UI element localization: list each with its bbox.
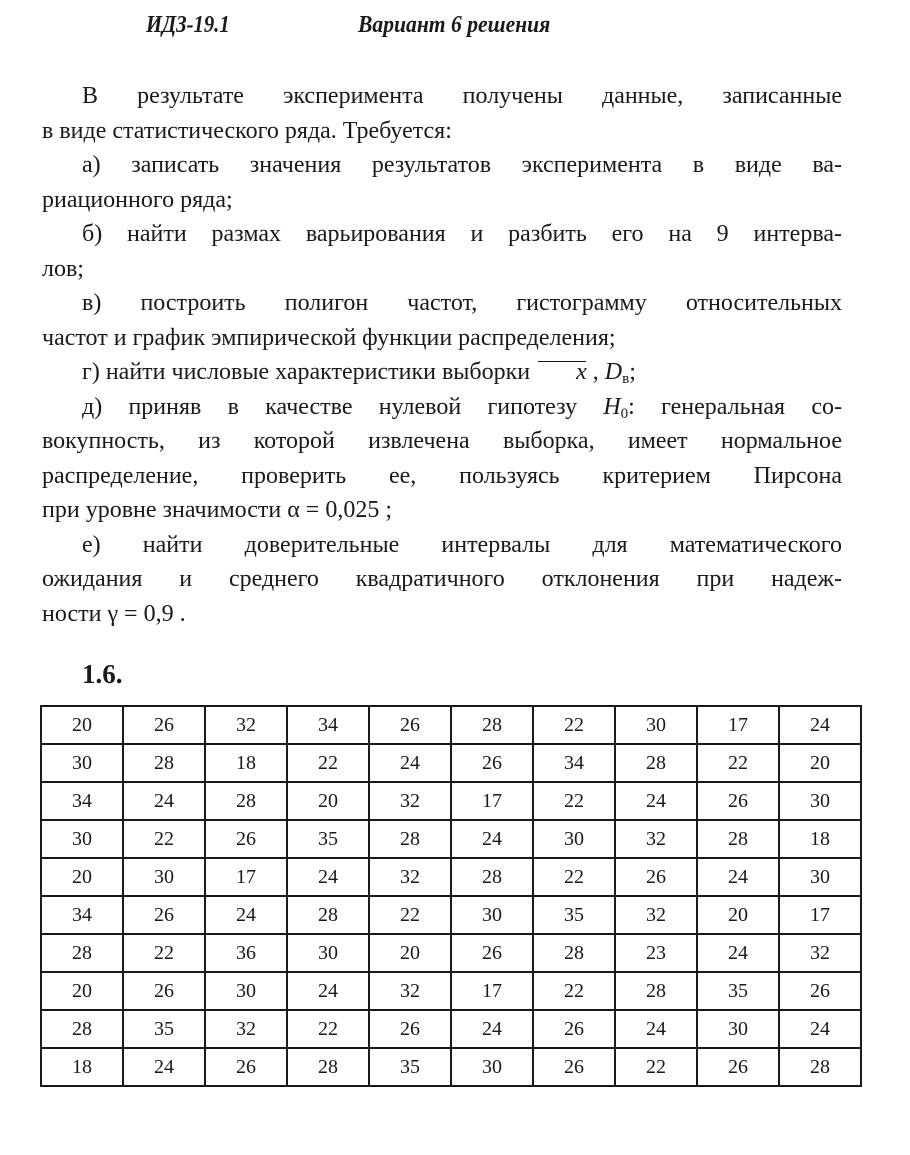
- table-cell: 30: [533, 820, 615, 858]
- intro-line-1: В результате эксперимента получены данные, записанные: [82, 83, 842, 109]
- table-cell: 32: [369, 782, 451, 820]
- table-row: [41, 706, 861, 744]
- task-v: [42, 286, 842, 355]
- table-cell: 26: [779, 972, 861, 1010]
- task-d-line-4-prefix: при уровне значимости: [42, 497, 288, 523]
- table-cell: 34: [287, 706, 369, 744]
- task-g-line: [42, 355, 842, 390]
- table-cell: 32: [779, 934, 861, 972]
- table-cell: 30: [41, 820, 123, 858]
- task-e: [42, 528, 842, 632]
- table-cell: 17: [697, 706, 779, 744]
- table-row: [41, 972, 861, 1010]
- table-cell: 20: [697, 896, 779, 934]
- table-cell: 35: [369, 1048, 451, 1086]
- table-cell: 32: [205, 1010, 287, 1048]
- table-row: [41, 820, 861, 858]
- table-cell: 26: [369, 1010, 451, 1048]
- table-cell: 20: [287, 782, 369, 820]
- table-row: [41, 934, 861, 972]
- table-cell: 26: [205, 820, 287, 858]
- table-row: [41, 896, 861, 934]
- table-cell: 28: [287, 896, 369, 934]
- table-cell: 24: [369, 744, 451, 782]
- table-cell: 18: [205, 744, 287, 782]
- problem-number: 1.6.: [82, 659, 123, 689]
- table-cell: 28: [41, 1010, 123, 1048]
- table-cell: 35: [697, 972, 779, 1010]
- table-cell: 28: [451, 706, 533, 744]
- variant-title: Вариант 6 решения: [358, 12, 551, 38]
- table-cell: 28: [369, 820, 451, 858]
- table-cell: 30: [615, 706, 697, 744]
- table-cell: 28: [615, 972, 697, 1010]
- table-cell: 32: [615, 820, 697, 858]
- table-cell: 24: [779, 706, 861, 744]
- table-cell: 30: [779, 782, 861, 820]
- task-e-line-1: е) найти доверительные интервалы для математического: [82, 531, 842, 558]
- intro-paragraph: [42, 79, 842, 148]
- task-e-line-3: [42, 597, 842, 632]
- table-cell: 26: [123, 896, 205, 934]
- table-cell: 26: [451, 934, 533, 972]
- data-table: [40, 705, 862, 1087]
- table-cell: 22: [123, 820, 205, 858]
- table-cell: 28: [779, 1048, 861, 1086]
- task-d-line-1-prefix: д) приняв в качестве нулевой гипотезу: [82, 393, 604, 420]
- table-cell: 23: [615, 934, 697, 972]
- table-cell: 26: [533, 1010, 615, 1048]
- table-cell: 28: [205, 782, 287, 820]
- table-cell: 28: [41, 934, 123, 972]
- table-cell: 26: [533, 1048, 615, 1086]
- table-cell: 24: [287, 858, 369, 896]
- table-cell: 20: [369, 934, 451, 972]
- table-cell: 24: [451, 1010, 533, 1048]
- table-cell: 24: [697, 858, 779, 896]
- task-d-line-3: распределение, проверить ее, пользуясь критерием Пирсона: [42, 462, 842, 489]
- table-cell: 22: [697, 744, 779, 782]
- table-cell: 32: [369, 858, 451, 896]
- table-cell: 17: [779, 896, 861, 934]
- sample-variance-subscript: в: [622, 371, 630, 387]
- table-cell: 17: [205, 858, 287, 896]
- table-cell: 26: [451, 744, 533, 782]
- table-cell: 35: [533, 896, 615, 934]
- table-cell: 20: [41, 858, 123, 896]
- table-cell: 22: [533, 858, 615, 896]
- table-cell: 24: [615, 1010, 697, 1048]
- table-cell: 18: [779, 820, 861, 858]
- task-d-line-4: [42, 493, 842, 528]
- table-cell: 34: [41, 896, 123, 934]
- table-cell: 35: [123, 1010, 205, 1048]
- table-cell: 24: [287, 972, 369, 1010]
- table-cell: 17: [451, 972, 533, 1010]
- table-cell: 22: [533, 706, 615, 744]
- task-b-line-1: б) найти размах варьирования и разбить его на 9 интерва-: [82, 221, 842, 247]
- gamma-symbol: γ: [107, 600, 119, 627]
- task-g-text: г) найти числовые характеристики выборки: [82, 359, 537, 385]
- table-cell: 28: [123, 744, 205, 782]
- table-cell: 30: [41, 744, 123, 782]
- task-g: [42, 355, 842, 390]
- table-cell: 36: [205, 934, 287, 972]
- table-cell: 22: [287, 744, 369, 782]
- table-row: [41, 1048, 861, 1086]
- table-cell: 34: [41, 782, 123, 820]
- table-cell: 24: [123, 1048, 205, 1086]
- table-cell: 30: [779, 858, 861, 896]
- data-table-body: [41, 706, 861, 1086]
- task-g-suffix: ;: [629, 359, 636, 385]
- table-cell: 32: [615, 896, 697, 934]
- assignment-code: ИДЗ-19.1: [146, 12, 230, 38]
- task-v-line-2: частот и график эмпирической функции распределения;: [42, 324, 616, 351]
- table-cell: 26: [369, 706, 451, 744]
- alpha-value: = 0,025 ;: [299, 497, 392, 523]
- table-cell: 18: [41, 1048, 123, 1086]
- table-row: [41, 1010, 861, 1048]
- table-cell: 28: [533, 934, 615, 972]
- table-cell: 30: [205, 972, 287, 1010]
- null-hypothesis-subscript: 0: [620, 405, 629, 422]
- task-a: [42, 148, 842, 217]
- table-cell: 35: [287, 820, 369, 858]
- table-cell: 28: [287, 1048, 369, 1086]
- table-cell: 34: [533, 744, 615, 782]
- table-cell: 20: [41, 706, 123, 744]
- sample-variance-symbol: D: [604, 359, 623, 385]
- task-v-line-1: в) построить полигон частот, гистограмму относительных: [82, 290, 842, 316]
- table-cell: 26: [123, 972, 205, 1010]
- table-cell: 24: [451, 820, 533, 858]
- table-row: [41, 858, 861, 896]
- task-b: [42, 217, 842, 286]
- table-cell: 26: [615, 858, 697, 896]
- table-cell: 22: [369, 896, 451, 934]
- table-cell: 22: [615, 1048, 697, 1086]
- table-row: [41, 782, 861, 820]
- task-d-line-1: [42, 390, 842, 425]
- task-g-sep: ,: [586, 359, 605, 385]
- table-cell: 30: [287, 934, 369, 972]
- table-cell: 24: [697, 934, 779, 972]
- table-cell: 30: [451, 896, 533, 934]
- page-header: [0, 12, 910, 52]
- null-hypothesis-symbol: H: [603, 393, 621, 420]
- table-cell: 30: [123, 858, 205, 896]
- table-cell: 20: [41, 972, 123, 1010]
- table-cell: 24: [205, 896, 287, 934]
- gamma-value: = 0,9 .: [118, 600, 186, 627]
- table-cell: 22: [533, 972, 615, 1010]
- table-cell: 24: [123, 782, 205, 820]
- task-d-line-2: вокупность, из которой извлечена выборка, имеет нормальное: [42, 428, 842, 454]
- alpha-symbol: α: [287, 497, 300, 523]
- table-cell: 24: [779, 1010, 861, 1048]
- task-d-line-1-suffix: : генеральная со-: [628, 393, 842, 420]
- table-cell: 26: [205, 1048, 287, 1086]
- problem-statement: [42, 79, 842, 631]
- task-e-line-3-prefix: ности: [42, 600, 108, 627]
- table-cell: 22: [287, 1010, 369, 1048]
- table-cell: 20: [779, 744, 861, 782]
- table-cell: 22: [533, 782, 615, 820]
- sample-mean-symbol: x: [536, 355, 587, 390]
- task-a-line-2: риационного ряда;: [42, 186, 233, 213]
- table-cell: 28: [615, 744, 697, 782]
- table-cell: 28: [697, 820, 779, 858]
- table-cell: 32: [369, 972, 451, 1010]
- table-row: [41, 744, 861, 782]
- table-cell: 32: [205, 706, 287, 744]
- task-d: [42, 390, 842, 528]
- table-cell: 26: [123, 706, 205, 744]
- task-a-line-1: а) записать значения результатов эксперимента в виде ва-: [82, 152, 842, 178]
- table-cell: 24: [615, 782, 697, 820]
- table-cell: 30: [697, 1010, 779, 1048]
- table-cell: 26: [697, 1048, 779, 1086]
- intro-line-2: в виде статистического ряда. Требуется:: [42, 117, 452, 144]
- task-b-line-2: лов;: [42, 255, 84, 282]
- table-cell: 28: [451, 858, 533, 896]
- table-cell: 26: [697, 782, 779, 820]
- table-cell: 17: [451, 782, 533, 820]
- table-cell: 22: [123, 934, 205, 972]
- table-cell: 30: [451, 1048, 533, 1086]
- task-e-line-2: ожидания и среднего квадратичного отклонения при надеж-: [42, 566, 842, 592]
